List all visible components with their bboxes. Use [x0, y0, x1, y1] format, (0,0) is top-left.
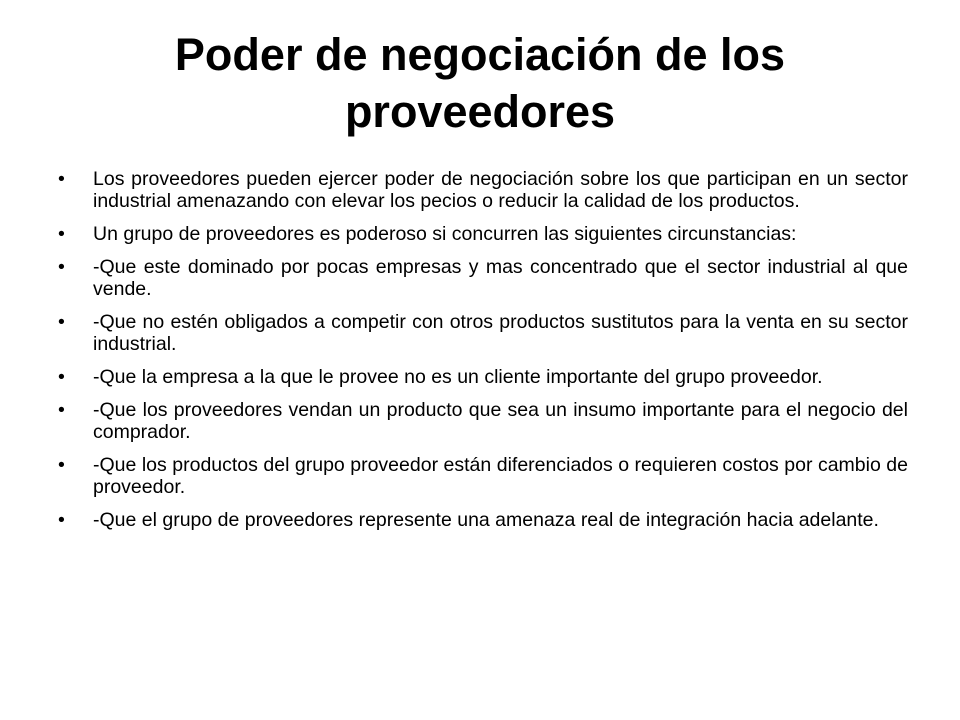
bullet-marker: •	[58, 366, 65, 388]
bullet-marker: •	[58, 399, 65, 421]
bullet-item-2	[58, 223, 908, 245]
bullet-marker: •	[58, 509, 65, 531]
bullet-marker: •	[58, 168, 65, 190]
bullet-text-1: Los proveedores pueden ejercer poder de negociación sobre los que participan en un sector industrial amenazando con elevar los pecios o reducir la calidad de los productos.	[93, 168, 908, 212]
bullet-item-5	[58, 366, 908, 388]
bullet-item-1	[58, 168, 908, 212]
bullet-text-3: -Que este dominado por pocas empresas y mas concentrado que el sector industrial al que vende.	[93, 256, 908, 300]
bullet-item-6	[58, 399, 908, 443]
bullet-text-4: -Que no estén obligados a competir con otros productos sustitutos para la venta en su sector industrial.	[93, 311, 908, 355]
bullet-text-2: Un grupo de proveedores es poderoso si concurren las siguientes circunstancias:	[93, 223, 797, 245]
bullet-text-8: -Que el grupo de proveedores represente una amenaza real de integración hacia adelante.	[93, 509, 879, 531]
bullet-marker: •	[58, 256, 65, 278]
bullet-item-8	[58, 509, 908, 531]
bullet-marker: •	[58, 223, 65, 245]
bullet-item-3	[58, 256, 908, 300]
bullet-list	[58, 168, 908, 542]
bullet-item-7	[58, 454, 908, 498]
slide-title: Poder de negociación de los proveedores	[174, 29, 786, 137]
bullet-item-4	[58, 311, 908, 355]
bullet-text-6: -Que los proveedores vendan un producto que sea un insumo importante para el negocio del comprador.	[93, 399, 908, 443]
bullet-text-5: -Que la empresa a la que le provee no es un cliente importante del grupo proveedor.	[93, 366, 823, 388]
bullet-marker: •	[58, 454, 65, 476]
bullet-text-7: -Que los productos del grupo proveedor están diferenciados o requieren costos por cambio de proveedor.	[93, 454, 908, 498]
bullet-marker: •	[58, 311, 65, 333]
